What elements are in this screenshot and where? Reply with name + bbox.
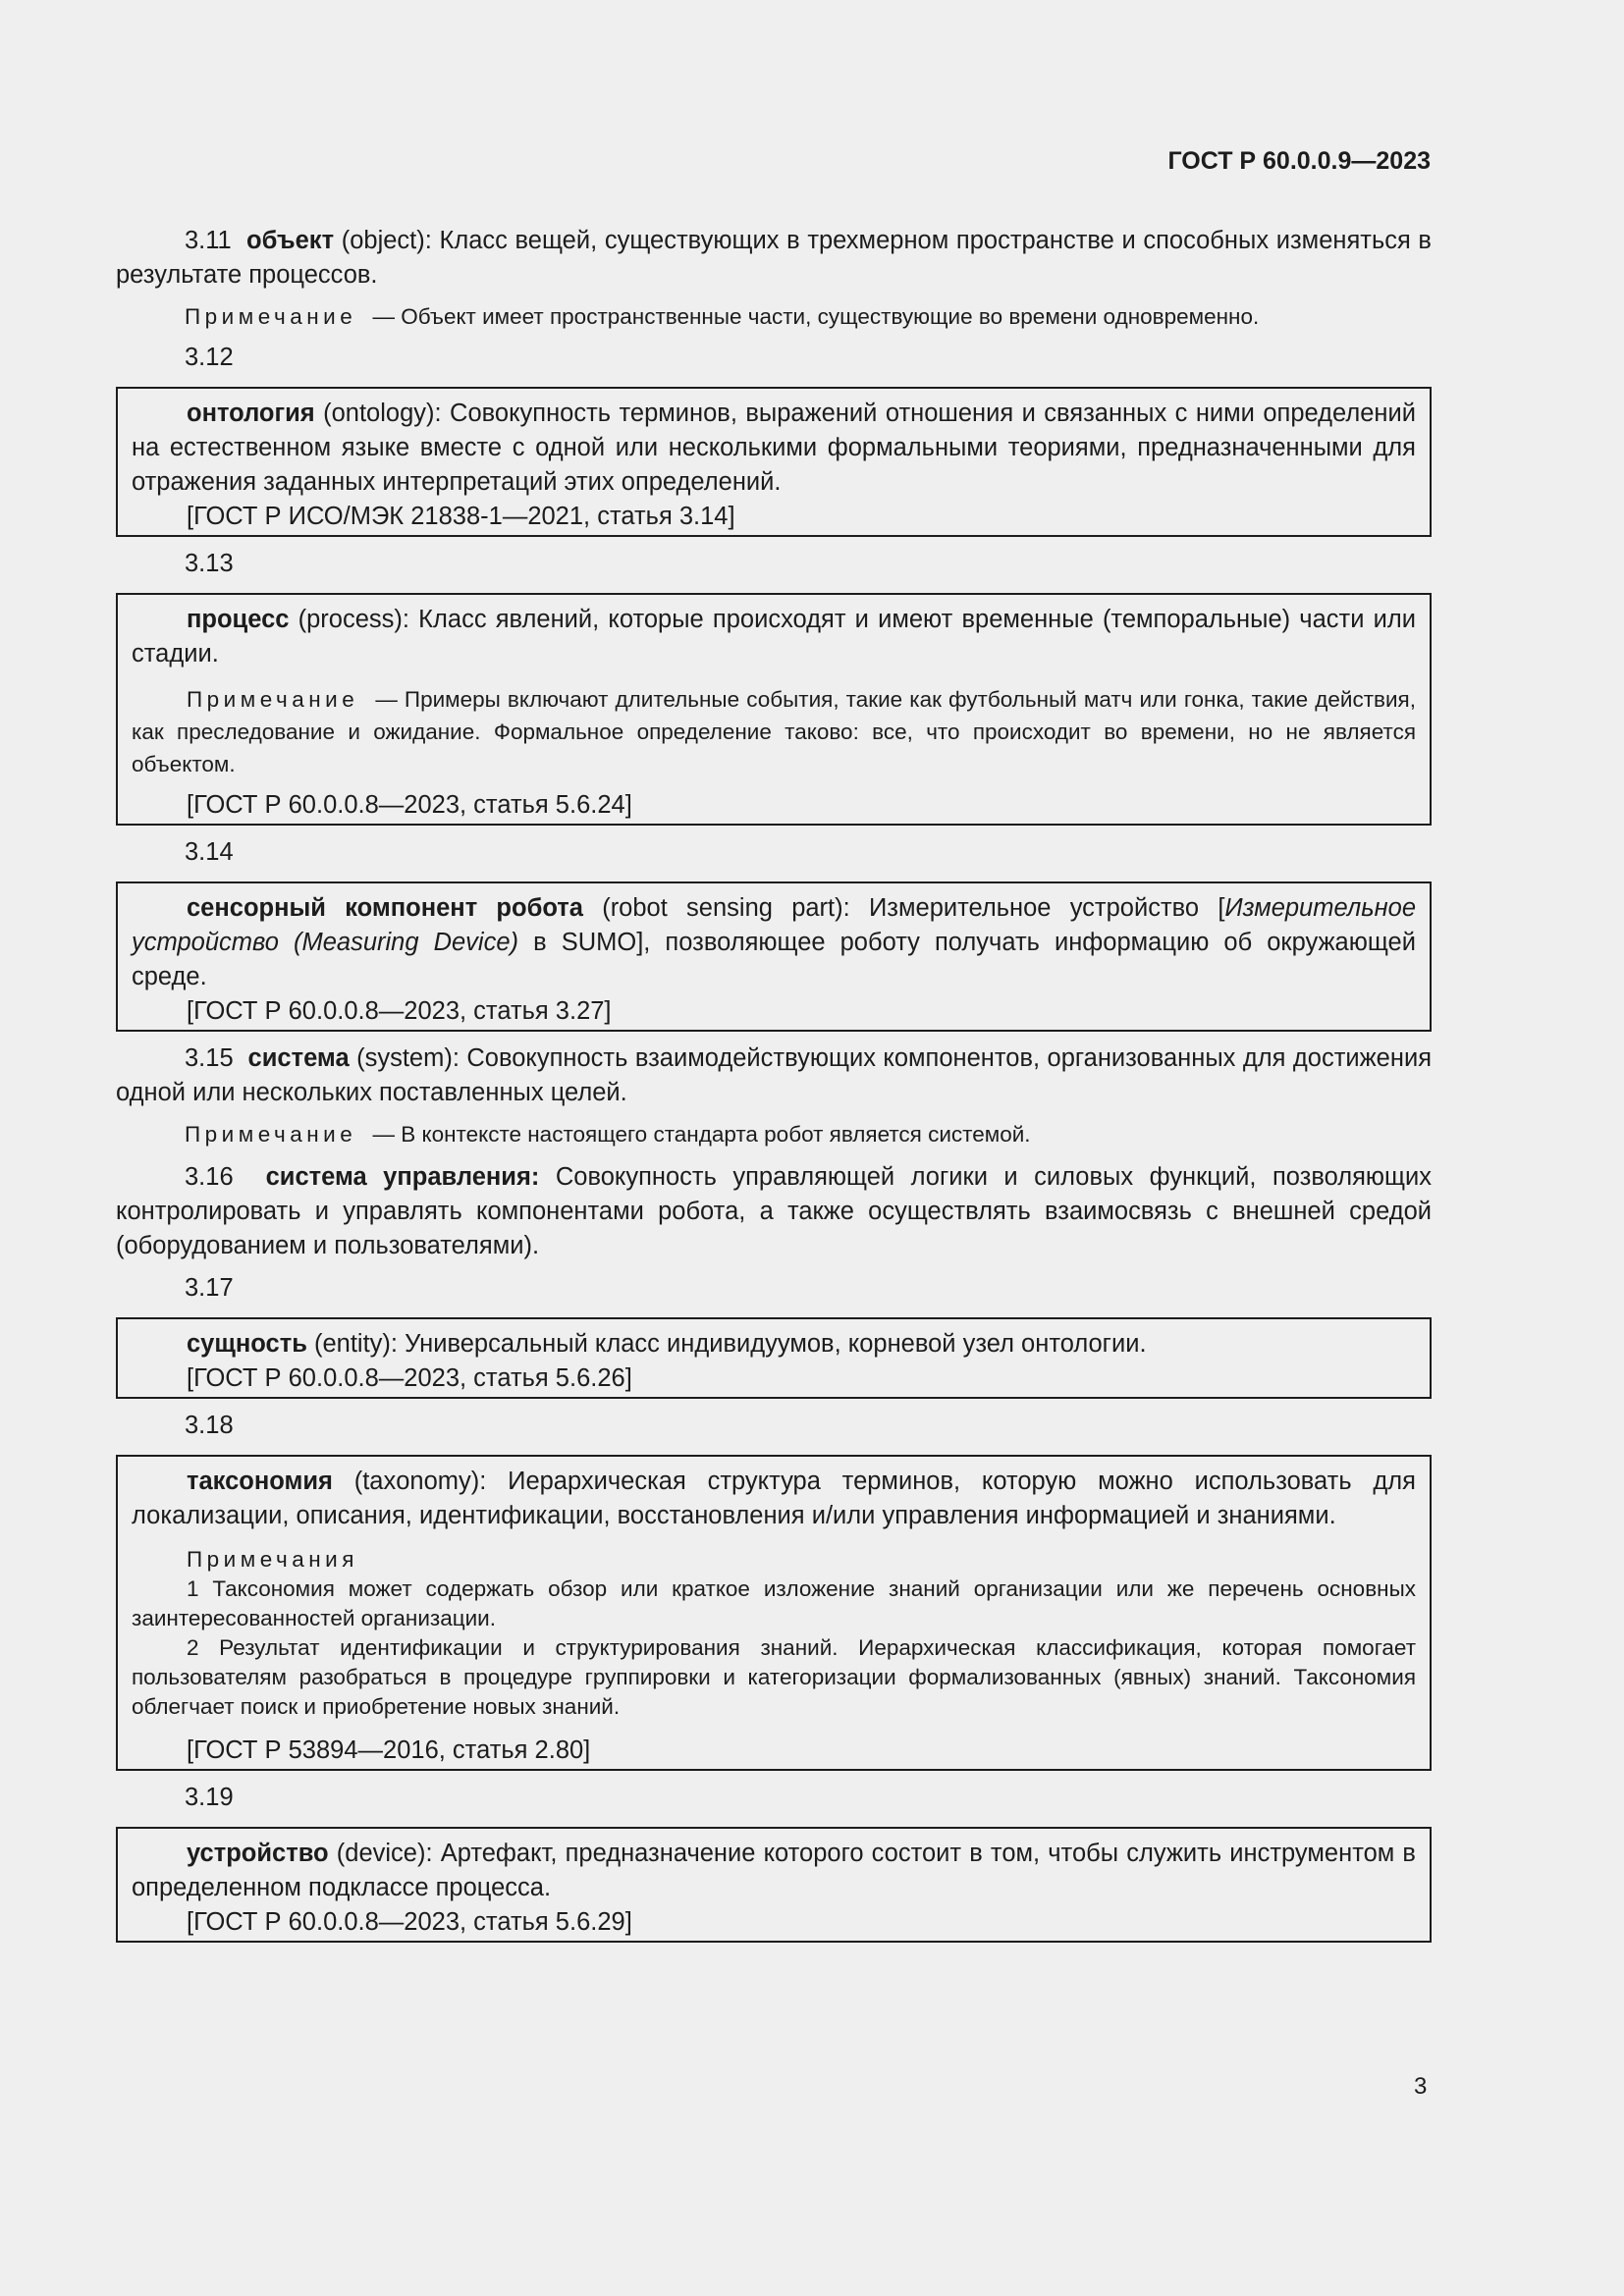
term: система управления: xyxy=(265,1163,540,1191)
term: процесс xyxy=(187,606,290,633)
note-3-11: Примечание — Объект имеет пространственные части, существующие во времени одновременно. xyxy=(185,304,1260,329)
entry-box-3-18 xyxy=(116,1455,1432,1771)
term: таксономия xyxy=(187,1468,333,1495)
note-item-2: 2 Результат идентификации и структурирования знаний. Иерархическая классификация, которая помогает пользователям разобраться в процедуре группировки и категоризации формализованных (явных) знаний. Таксономия облегчает поиск и приобретение новых знаний. xyxy=(132,1635,1416,1719)
term: система xyxy=(247,1044,350,1072)
source-reference: [ГОСТ Р 60.0.0.8—2023, статья 5.6.26] xyxy=(187,1364,632,1392)
definition: устройство (device): Артефакт, предназначение которого состоит в том, чтобы служить инструментом в определенном подклассе процесса. xyxy=(132,1840,1416,1901)
page-number: 3 xyxy=(1414,2073,1428,2100)
entry-3-16: 3.16 система управления: Совокупность управляющей логики и силовых функций, позволяющих контролировать и управлять компонентами робота, а также осуществлять взаимосвязь с внешней средой (оборудованием и пользователями). xyxy=(116,1163,1433,1259)
term: онтология xyxy=(187,400,315,427)
entry-number-3-19: 3.19 xyxy=(185,1784,234,1811)
note-3-15: Примечание — В контексте настоящего стандарта робот является системой. xyxy=(185,1122,1031,1147)
entry-number-3-18: 3.18 xyxy=(185,1412,234,1439)
entry-number-3-17: 3.17 xyxy=(185,1274,234,1302)
entry-number-3-12: 3.12 xyxy=(185,344,234,371)
definition: процесс (process): Класс явлений, которые происходят и имеют временные (темпоральные) части или стадии. xyxy=(132,606,1416,667)
source-reference: [ГОСТ Р 60.0.0.8—2023, статья 3.27] xyxy=(187,997,612,1025)
definitions-content xyxy=(116,224,1432,1952)
entry-number-3-13: 3.13 xyxy=(185,550,234,577)
entry-3-11: 3.11 объект (object): Класс вещей, существующих в трехмерном пространстве и способных изменяться в результате процессов. xyxy=(116,227,1432,289)
entry-box-3-13 xyxy=(116,593,1432,826)
entry-box-3-12 xyxy=(116,387,1432,537)
note: Примечание — Примеры включают длительные события, такие как футбольный матч или гонка, такие действия, как преследование и ожидание. Формальное определение таково: все, что происходит во времени, но не является объектом. xyxy=(132,687,1416,776)
note-item-1: 1 Таксономия может содержать обзор или краткое изложение знаний организации или же перечень основных заинтересованностей организации. xyxy=(132,1576,1416,1630)
term: сущность xyxy=(187,1330,307,1358)
source-reference: [ГОСТ Р 60.0.0.8—2023, статья 5.6.24] xyxy=(187,791,632,819)
entry-3-15: 3.15 система (system): Совокупность взаимодействующих компонентов, организованных для достижения одной или нескольких поставленных целей. xyxy=(116,1044,1432,1106)
entry-box-3-14 xyxy=(116,881,1432,1032)
definition: онтология (ontology): Совокупность терминов, выражений отношения и связанных с ними определений на естественном языке вместе с одной или несколькими формальными теориями, предназначенными для отражения заданных интерпретаций этих определений. xyxy=(132,400,1416,496)
term: объект xyxy=(246,227,335,254)
source-reference: [ГОСТ Р ИСО/МЭК 21838-1—2021, статья 3.14] xyxy=(187,503,735,530)
entry-box-3-17 xyxy=(116,1317,1432,1399)
header-standard-code: ГОСТ Р 60.0.0.9—2023 xyxy=(1167,147,1431,175)
source-reference: [ГОСТ Р 53894—2016, статья 2.80] xyxy=(187,1736,591,1764)
entry-box-3-19 xyxy=(116,1827,1432,1943)
definition: сущность (entity): Универсальный класс индивидуумов, корневой узел онтологии. xyxy=(187,1330,1147,1358)
source-reference: [ГОСТ Р 60.0.0.8—2023, статья 5.6.29] xyxy=(187,1908,632,1936)
entry-number-3-14: 3.14 xyxy=(185,838,234,866)
term: сенсорный компонент робота xyxy=(187,894,583,922)
definition: сенсорный компонент робота (robot sensing part): Измерительное устройство [Измерительное устройство (Measuring Device) в SUMO], позволяющее роботу получать информацию об окружающей среде. xyxy=(132,894,1417,990)
term: устройство xyxy=(187,1840,329,1867)
definition: таксономия (taxonomy): Иерархическая структура терминов, которую можно использовать для локализации, описания, идентификации, восстановления и/или управления информацией и знаниями. xyxy=(132,1468,1416,1529)
notes-heading: Примечания xyxy=(187,1547,358,1572)
